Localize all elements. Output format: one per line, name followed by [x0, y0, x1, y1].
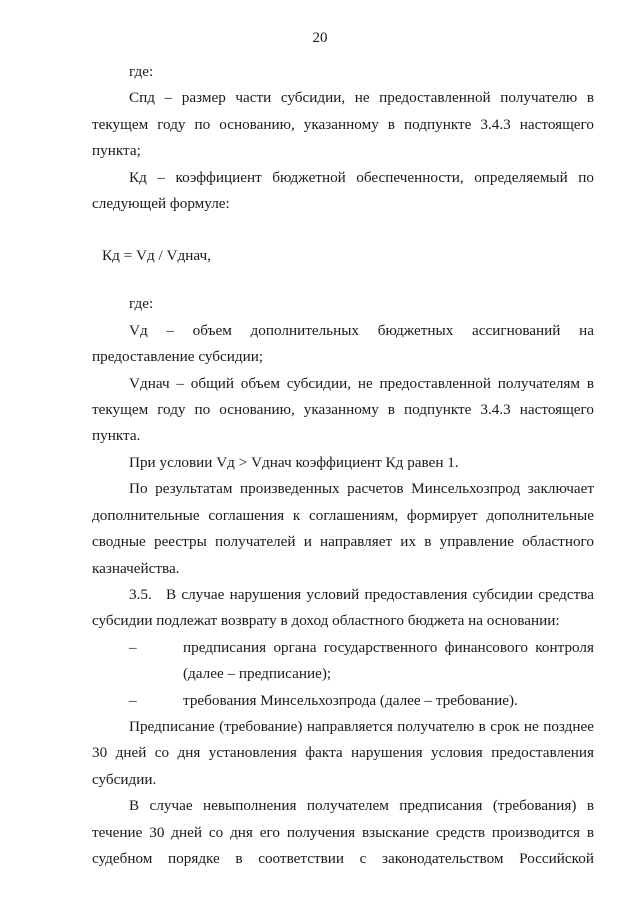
paragraph-3-5-text: В случае нарушения условий предоставления субсидии средства субсидии подлежат возврату в доход областного бюджета на основании:: [92, 585, 594, 630]
formula-kd: Кд = Vд / Vднач,: [102, 247, 211, 265]
paragraph-calculation-results: По результатам произведенных расчетов Минсельхозпрод заключает дополнительные соглашения к соглашениям, формирует дополнительные сводные реестры получателей и направляет их в управление областного казначейства.: [92, 480, 594, 577]
bullet-item-prescription: [92, 635, 594, 688]
paragraph-prescription-deadline: Предписание (требование) направляется получателю в срок не позднее 30 дней со дня установления факта нарушения условия предоставления субсидии.: [92, 717, 594, 788]
paragraph-vdnach-definition: Vднач – общий объем субсидии, не предоставленной получателям в текущем году по основанию, указанному в подпункте 3.4.3 настоящего пункта.: [92, 374, 594, 445]
paragraph-vd-definition: Vд – объем дополнительных бюджетных ассигнований на предоставление субсидии;: [92, 321, 594, 366]
paragraph-kd-definition: Кд – коэффициент бюджетной обеспеченности, определяемый по следующей формуле:: [92, 168, 594, 213]
paragraph-condition: При условии Vд > Vднач коэффициент Кд равен 1.: [129, 453, 459, 471]
document-body: [92, 59, 594, 872]
bullet-text: требования Минсельхозпрода (далее – требование).: [183, 691, 518, 709]
bullet-dash: –: [129, 691, 137, 709]
page-number: 20: [312, 30, 328, 46]
bullet-text: предписания органа государственного финансового контроля (далее – предписание);: [183, 638, 594, 683]
paragraph-where-1: где:: [129, 63, 154, 80]
bullet-dash: –: [129, 638, 137, 656]
paragraph-3-5: [92, 582, 594, 635]
bullet-item-requirement: [92, 688, 594, 714]
item-number: 3.5.: [129, 585, 152, 603]
paragraph-where-2: где:: [129, 295, 154, 313]
paragraph-spd-definition: Спд – размер части субсидии, не предоставленной получателю в текущем году по основанию, указанному в подпункте 3.4.3 настоящего пункта;: [92, 89, 594, 160]
paragraph-non-fulfillment: В случае невыполнения получателем предписания (требования) в течение 30 дней со дня его получения взыскание средств производится в судебном порядке в соответствии с законодательством Российской: [92, 797, 594, 867]
